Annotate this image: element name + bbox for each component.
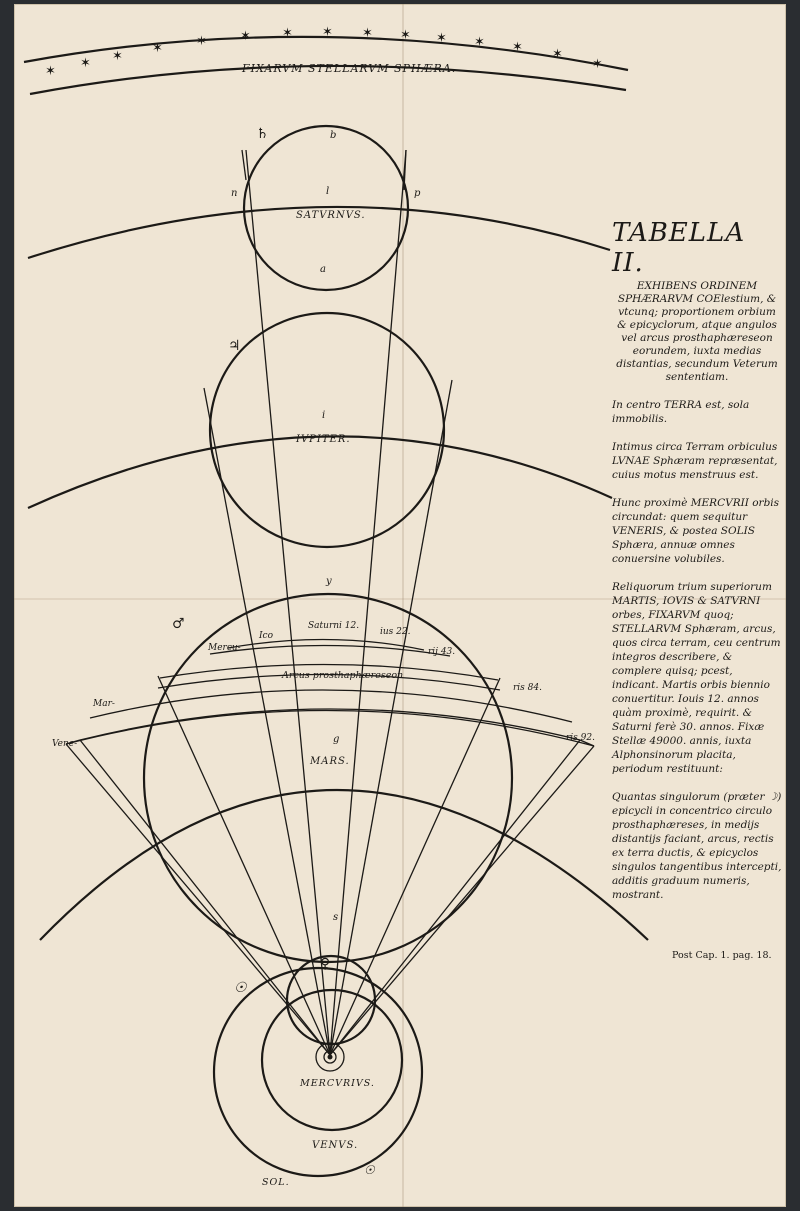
legend-title: TABELLA II. bbox=[612, 218, 746, 278]
legend-paragraph-moon: Intimus circa Terram orbiculus LVNAE Sphæram repræsentat, cuius motus menstruus est. bbox=[612, 441, 778, 481]
saturn-tangent-left-top bbox=[242, 150, 246, 180]
fixed-stars-label: FIXARVM STELLARVM SPHÆRA. bbox=[242, 62, 457, 75]
star-icon: ✶ bbox=[152, 41, 163, 56]
arc-label-mar: Mar- bbox=[93, 699, 115, 709]
arc-label-ius22: ius 22. bbox=[380, 627, 411, 637]
star-icon: ✶ bbox=[474, 35, 485, 50]
legend-paragraph-earth: In centro TERRA est, sola immobilis. bbox=[612, 399, 750, 425]
arc-venus-outer bbox=[66, 710, 594, 746]
letter-y: y bbox=[326, 576, 332, 587]
star-icon: ✶ bbox=[436, 31, 447, 46]
star-icon: ✶ bbox=[322, 25, 333, 40]
star-icon: ✶ bbox=[512, 40, 523, 55]
mars-label: MARS. bbox=[310, 756, 350, 767]
arc-label-saturni: Saturni 12. bbox=[308, 621, 360, 631]
fixed-star-sphere bbox=[24, 25, 628, 94]
arc-mars-outer bbox=[90, 690, 572, 722]
star-icon: ✶ bbox=[196, 34, 207, 49]
letter-a: a bbox=[320, 264, 326, 275]
legend-paragraph-mercury: Hunc proximè MERCVRII orbis circundat: quem sequitur VENERIS, & postea SOLIS Sphæra, annuæ omnes conuersine volubiles. bbox=[612, 497, 780, 565]
tangent-mercury-left bbox=[80, 740, 330, 1055]
mars-orbit-arc bbox=[40, 790, 648, 940]
mercury-label: MERCVRIVS. bbox=[300, 1078, 375, 1089]
tangent-jupiter-left bbox=[204, 388, 330, 1055]
earth-center bbox=[328, 1055, 333, 1060]
sun-position-icon: ☉ bbox=[364, 1163, 375, 1177]
star-icon: ✶ bbox=[112, 49, 123, 64]
star-icon: ✶ bbox=[45, 64, 56, 79]
arc-label-vene: Vene- bbox=[52, 739, 78, 749]
arc-label-rij43: rij 43. bbox=[428, 647, 456, 657]
star-icon: ✶ bbox=[362, 26, 373, 41]
legend-subtitle: EXHIBENS ORDINEM SPHÆRARVM COElestium, & vtcunq; proportionem orbium & epicyclorum, atque angulos vel arcus prosthaphæreseon eorundem, iuxta medias distantias, secundum Veterum sententiam. bbox=[616, 280, 778, 383]
tangent-mars-right bbox=[330, 678, 500, 1055]
page-reference: Post Cap. 1. pag. 18. bbox=[672, 950, 772, 961]
letter-b: b bbox=[330, 130, 337, 141]
star-icon: ✶ bbox=[240, 29, 251, 44]
star-icon: ✶ bbox=[400, 28, 411, 43]
sun-symbol-icon: ☉ bbox=[234, 980, 247, 996]
star-icon: ✶ bbox=[552, 47, 563, 62]
tangent-lines bbox=[66, 150, 594, 1055]
venus-orbit-circle bbox=[262, 990, 402, 1130]
legend-paragraph-epicycles: Quantas singulorum (præter ☽) epicycli in concentrico circulo prosthaphæreses, in medijs distantijs faciant, arcus, rectis ex terra ductis, & epicyclos singulos tangentibus intercepti, additis graduum numeris, mostrant. bbox=[612, 791, 782, 901]
legend-panel bbox=[612, 218, 782, 962]
saturn-symbol-icon: ♄ bbox=[256, 126, 269, 142]
letter-s: s bbox=[333, 912, 339, 923]
jupiter-label: IVPITER. bbox=[296, 434, 351, 445]
letter-n: n bbox=[231, 188, 238, 199]
star-icon: ✶ bbox=[592, 57, 603, 72]
moon-symbol-icon: ☽ bbox=[326, 1043, 335, 1053]
arc-label-arcus: Arcus prosthaphæreseon bbox=[282, 670, 404, 681]
sun-label: SOL. bbox=[262, 1177, 290, 1188]
arc-jupiter bbox=[210, 645, 450, 656]
jupiter-orbit-arc bbox=[28, 436, 612, 508]
star-icon: ✶ bbox=[80, 56, 91, 71]
tangent-saturn-right bbox=[330, 150, 406, 1055]
letter-i: i bbox=[322, 410, 326, 421]
jupiter-epicycle bbox=[210, 313, 444, 547]
arc-label-ris84: ris 84. bbox=[513, 683, 542, 693]
letter-g: g bbox=[333, 734, 340, 745]
venus-symbol-icon: ♀ bbox=[320, 956, 331, 972]
letter-l: l bbox=[326, 186, 330, 197]
legend-paragraph-superior: Reliquorum trium superiorum MARTIS, IOVIS & SATVRNI orbes, FIXARVM quoq; STELLARVM Sphæram, arcus, quos circa terram, ceu centrum integros describere, & complere quisq; pcest, indicant. Martis orbis biennio conuertitur. Iouis 12. annos quàm proximè, requirit. & Saturni ferè 30. annos. Fixæ Stellæ 49000. annis, iuxta Alphonsinorum placita, periodum restituunt: bbox=[612, 581, 781, 775]
letter-p: p bbox=[414, 188, 421, 199]
tangent-mercury-right bbox=[330, 740, 580, 1055]
tangent-venus-left bbox=[66, 744, 330, 1055]
arc-label-ico: Ico bbox=[259, 631, 274, 641]
star-icon: ✶ bbox=[282, 26, 293, 41]
tangent-saturn-left bbox=[246, 150, 330, 1055]
tangent-jupiter-right bbox=[330, 380, 452, 1055]
arc-label-mercu: Mercu- bbox=[208, 643, 241, 653]
arc-label-ris92: ris 92. bbox=[566, 733, 595, 743]
saturn-label: SATVRNVS. bbox=[296, 210, 366, 221]
venus-label: VENVS. bbox=[312, 1140, 359, 1151]
jupiter-symbol-icon: ♃ bbox=[228, 338, 241, 354]
mars-symbol-icon: ♂ bbox=[172, 616, 185, 632]
